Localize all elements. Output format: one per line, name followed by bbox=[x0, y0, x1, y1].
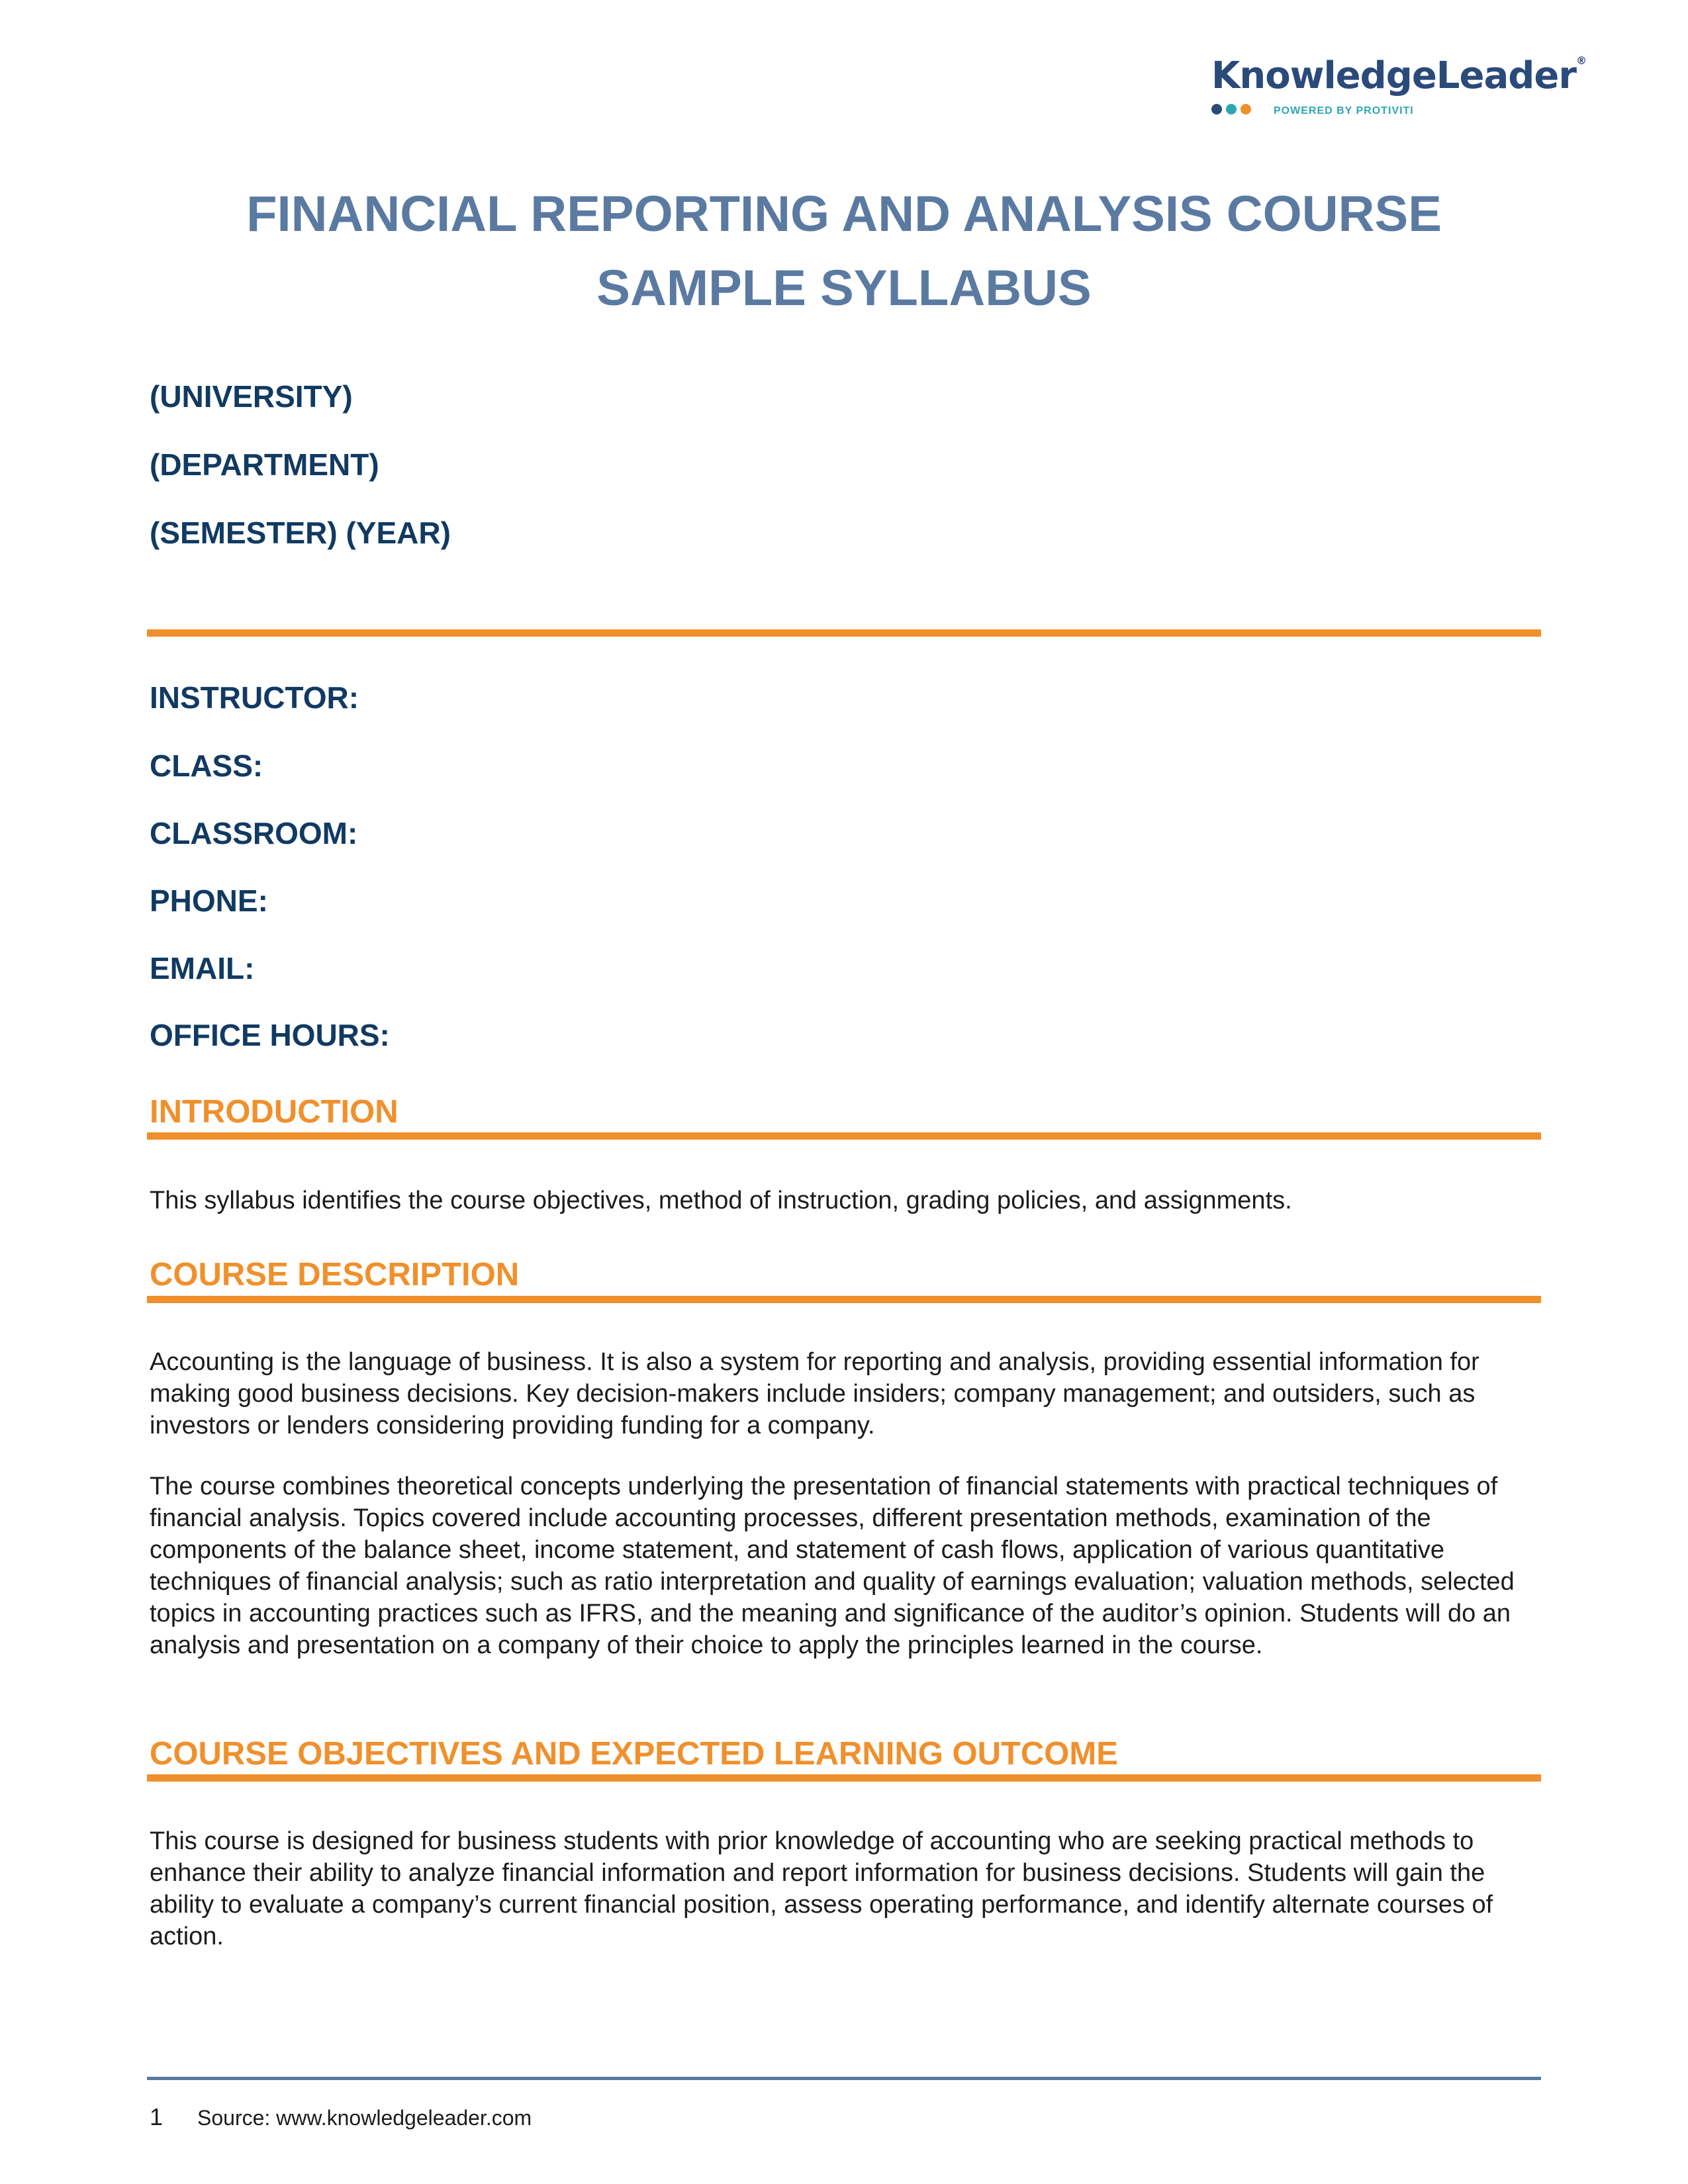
title-line-1: FINANCIAL REPORTING AND ANALYSIS COURSE bbox=[246, 186, 1442, 242]
office-hours-label: OFFICE HOURS: bbox=[150, 1018, 390, 1052]
footer-rule bbox=[147, 2077, 1541, 2080]
title-line-2: SAMPLE SYLLABUS bbox=[596, 260, 1092, 316]
page-number: 1 bbox=[150, 2103, 164, 2130]
university-label: (UNIVERSITY) bbox=[150, 379, 353, 414]
section-divider bbox=[147, 629, 1541, 637]
introduction-rule bbox=[147, 1132, 1541, 1140]
objectives-rule bbox=[147, 1774, 1541, 1782]
semester-year-label: (SEMESTER) (YEAR) bbox=[150, 516, 451, 550]
dot-teal bbox=[1226, 104, 1237, 114]
phone-label: PHONE: bbox=[150, 884, 268, 918]
knowledgeleader-logo bbox=[1211, 54, 1586, 118]
three-dots-icon bbox=[1211, 104, 1255, 118]
course-description-paragraph-1: Accounting is the language of business. It is also a system for reporting and analysis, providing essential information for making good business decisions. Key decision-makers include insiders; company management; and outsiders, such as investors or lenders considering providing funding for a company. bbox=[150, 1348, 1479, 1439]
course-description-paragraph-2: The course combines theoretical concepts underlying the presentation of financial statements with practical techniques of financial analysis. Topics covered include accounting processes, different presentation methods, examination of the components of the balance sheet, income statement, and statement of cash flows, application of various quantitative techniques of financial analysis; such as ratio interpretation and quality of earnings evaluation; valuation methods, selected topics in accounting practices such as IFRS, and the meaning and significance of the auditor’s opinion. Students will do an analysis and presentation on a company of their choice to apply the principles learned in the course. bbox=[150, 1473, 1515, 1659]
introduction-heading: INTRODUCTION bbox=[150, 1094, 399, 1130]
logo-subline bbox=[1211, 104, 1542, 118]
registered-mark: ® bbox=[1575, 54, 1586, 67]
introduction-paragraph: This syllabus identifies the course objectives, method of instruction, grading policies, and assignments. bbox=[150, 1187, 1292, 1214]
instructor-label: INSTRUCTOR: bbox=[150, 680, 359, 715]
dot-orange bbox=[1241, 104, 1251, 114]
objectives-heading: COURSE OBJECTIVES AND EXPECTED LEARNING OUTCOME bbox=[150, 1736, 1118, 1772]
class-label: CLASS: bbox=[150, 749, 263, 783]
email-label: EMAIL: bbox=[150, 951, 255, 985]
objectives-paragraph: This course is designed for business students with prior knowledge of accounting who are seeking practical methods to enhance their ability to analyze financial information and report information for business decisions. Students will gain the ability to evaluate a company’s current financial position, assess operating performance, and identify alternate courses of action. bbox=[150, 1827, 1493, 1950]
department-label: (DEPARTMENT) bbox=[150, 447, 379, 482]
logo-wordmark: KnowledgeLeader® bbox=[1211, 54, 1586, 97]
course-description-rule bbox=[147, 1296, 1541, 1303]
logo-tagline: POWERED BY PROTIVITI bbox=[1274, 105, 1414, 116]
course-description-heading: COURSE DESCRIPTION bbox=[150, 1257, 520, 1293]
document-title bbox=[0, 177, 1688, 326]
footer-source: Source: www.knowledgeleader.com bbox=[197, 2106, 532, 2130]
classroom-label: CLASSROOM: bbox=[150, 816, 358, 850]
dot-navy bbox=[1211, 104, 1222, 114]
